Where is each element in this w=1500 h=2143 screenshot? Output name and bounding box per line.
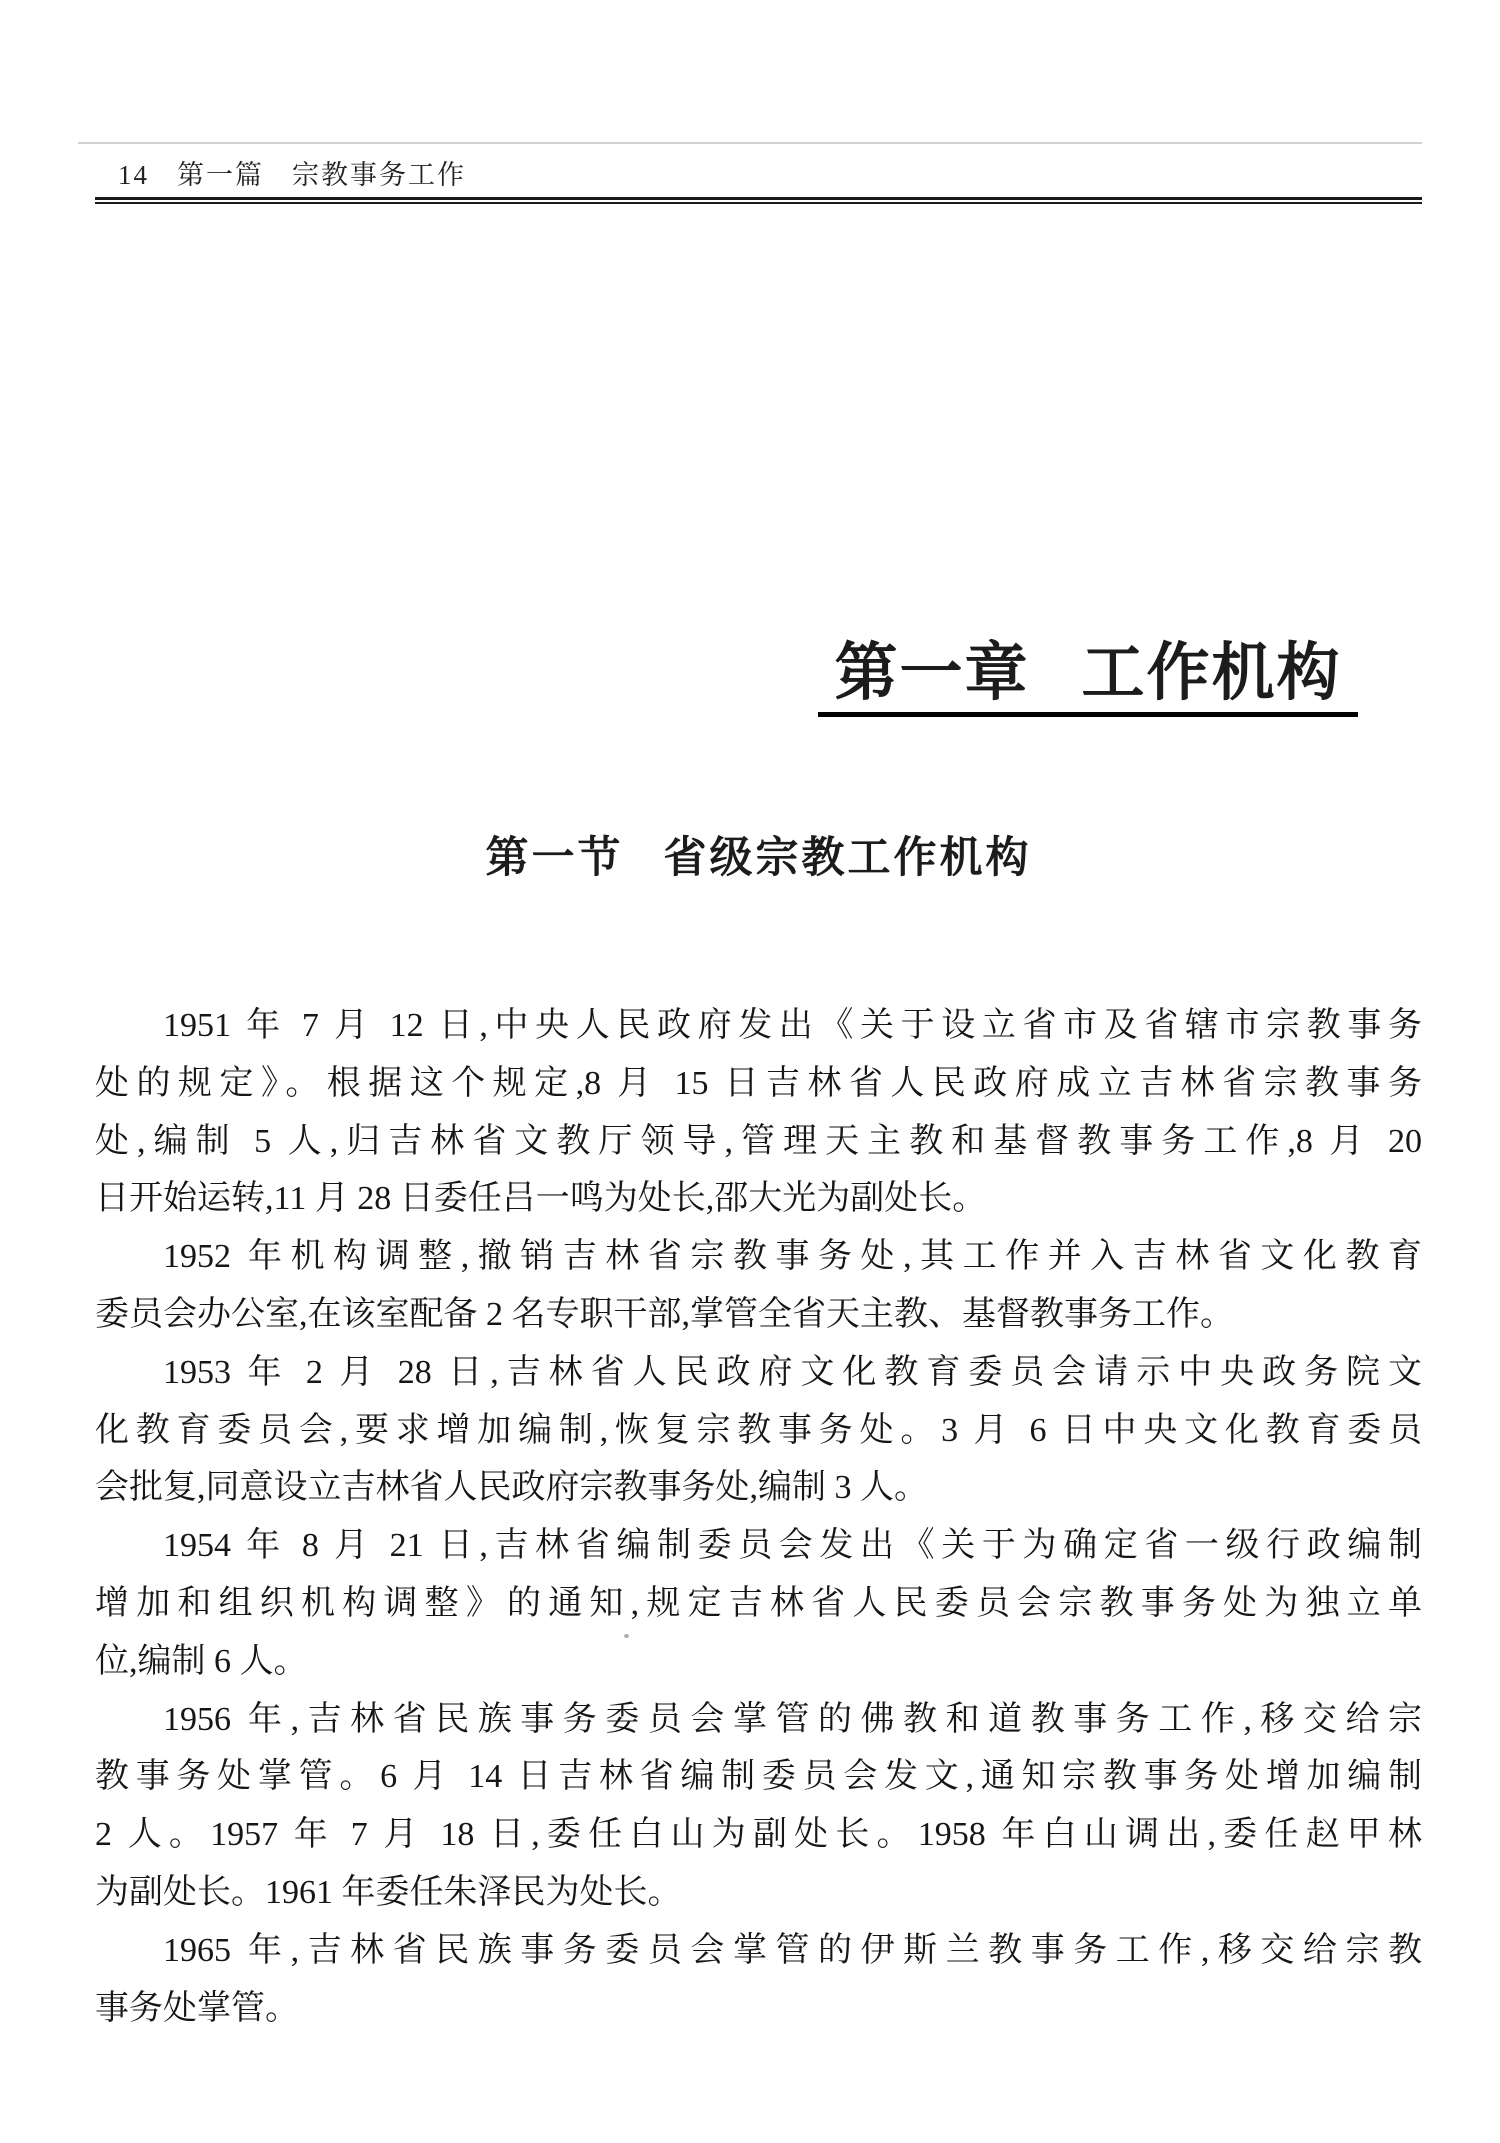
body-text-line: 1953 年 2 月 28 日,吉林省人民政府文化教育委员会请示中央政务院文 xyxy=(163,1353,1422,1391)
body-text-line: 为副处长。1961 年委任朱泽民为处长。 xyxy=(95,1873,682,1911)
chapter-label: 第一章 xyxy=(834,638,1030,708)
body-text-line: 化教育委员会,要求增加编制,恢复宗教事务处。3 月 6 日中央文化教育委员 xyxy=(95,1411,1422,1449)
body-text-line: 1954 年 8 月 21 日,吉林省编制委员会发出《关于为确定省一级行政编制 xyxy=(163,1527,1422,1565)
body-text xyxy=(95,997,1422,2037)
body-text-line: 会批复,同意设立吉林省人民政府宗教事务处,编制 3 人。 xyxy=(95,1469,928,1507)
running-head xyxy=(118,153,466,192)
section-title xyxy=(95,824,1422,885)
section-label: 第一节 xyxy=(485,835,624,882)
body-text-line: 1952 年机构调整,撤销吉林省宗教事务处,其工作并入吉林省文化教育 xyxy=(163,1238,1422,1276)
part-label: 第一篇 xyxy=(177,160,264,190)
body-text-line: 事务处掌管。 xyxy=(95,1989,299,2027)
body-text-line: 2 人。1957 年 7 月 18 日,委任白山为副处长。1958 年白山调出,委任赵甲林 xyxy=(95,1816,1422,1854)
body-text-line: 1951 年 7 月 12 日,中央人民政府发出《关于设立省市及省辖市宗教事务 xyxy=(163,1007,1422,1044)
chapter-title-text: 工作机构 xyxy=(1081,638,1342,708)
scan-artifact-dot xyxy=(624,1634,629,1638)
chapter-title xyxy=(818,638,1358,717)
body-text-line: 1965 年,吉林省民族事务委员会掌管的伊斯兰教事务工作,移交给宗教 xyxy=(163,1931,1422,1969)
body-text-line: 教事务处掌管。6 月 14 日吉林省编制委员会发文,通知宗教事务处增加编制 xyxy=(95,1758,1422,1796)
body-text-line: 处,编制 5 人,归吉林省文教厅领导,管理天主教和基督教事务工作,8 月 20 xyxy=(95,1122,1422,1160)
section-title-text: 省级宗教工作机构 xyxy=(663,835,1032,882)
page-number: 14 xyxy=(118,160,149,190)
body-text-line: 处的规定》。根据这个规定,8 月 15 日吉林省人民政府成立吉林省宗教事务 xyxy=(95,1064,1422,1102)
body-text-line: 1956 年,吉林省民族事务委员会掌管的佛教和道教事务工作,移交给宗 xyxy=(163,1700,1422,1738)
body-text-line: 位,编制 6 人。 xyxy=(95,1642,308,1680)
body-text-line: 日开始运转,11 月 28 日委任吕一鸣为处长,邵大光为副处长。 xyxy=(95,1180,987,1218)
page-top-hairline xyxy=(78,142,1422,144)
body-text-line: 委员会办公室,在该室配备 2 名专职干部,掌管全省天主教、基督教事务工作。 xyxy=(95,1295,1234,1333)
part-title: 宗教事务工作 xyxy=(292,160,466,190)
running-head-rule xyxy=(95,197,1422,204)
body-text-line: 增加和组织机构调整》的通知,规定吉林省人民委员会宗教事务处为独立单 xyxy=(95,1584,1422,1622)
